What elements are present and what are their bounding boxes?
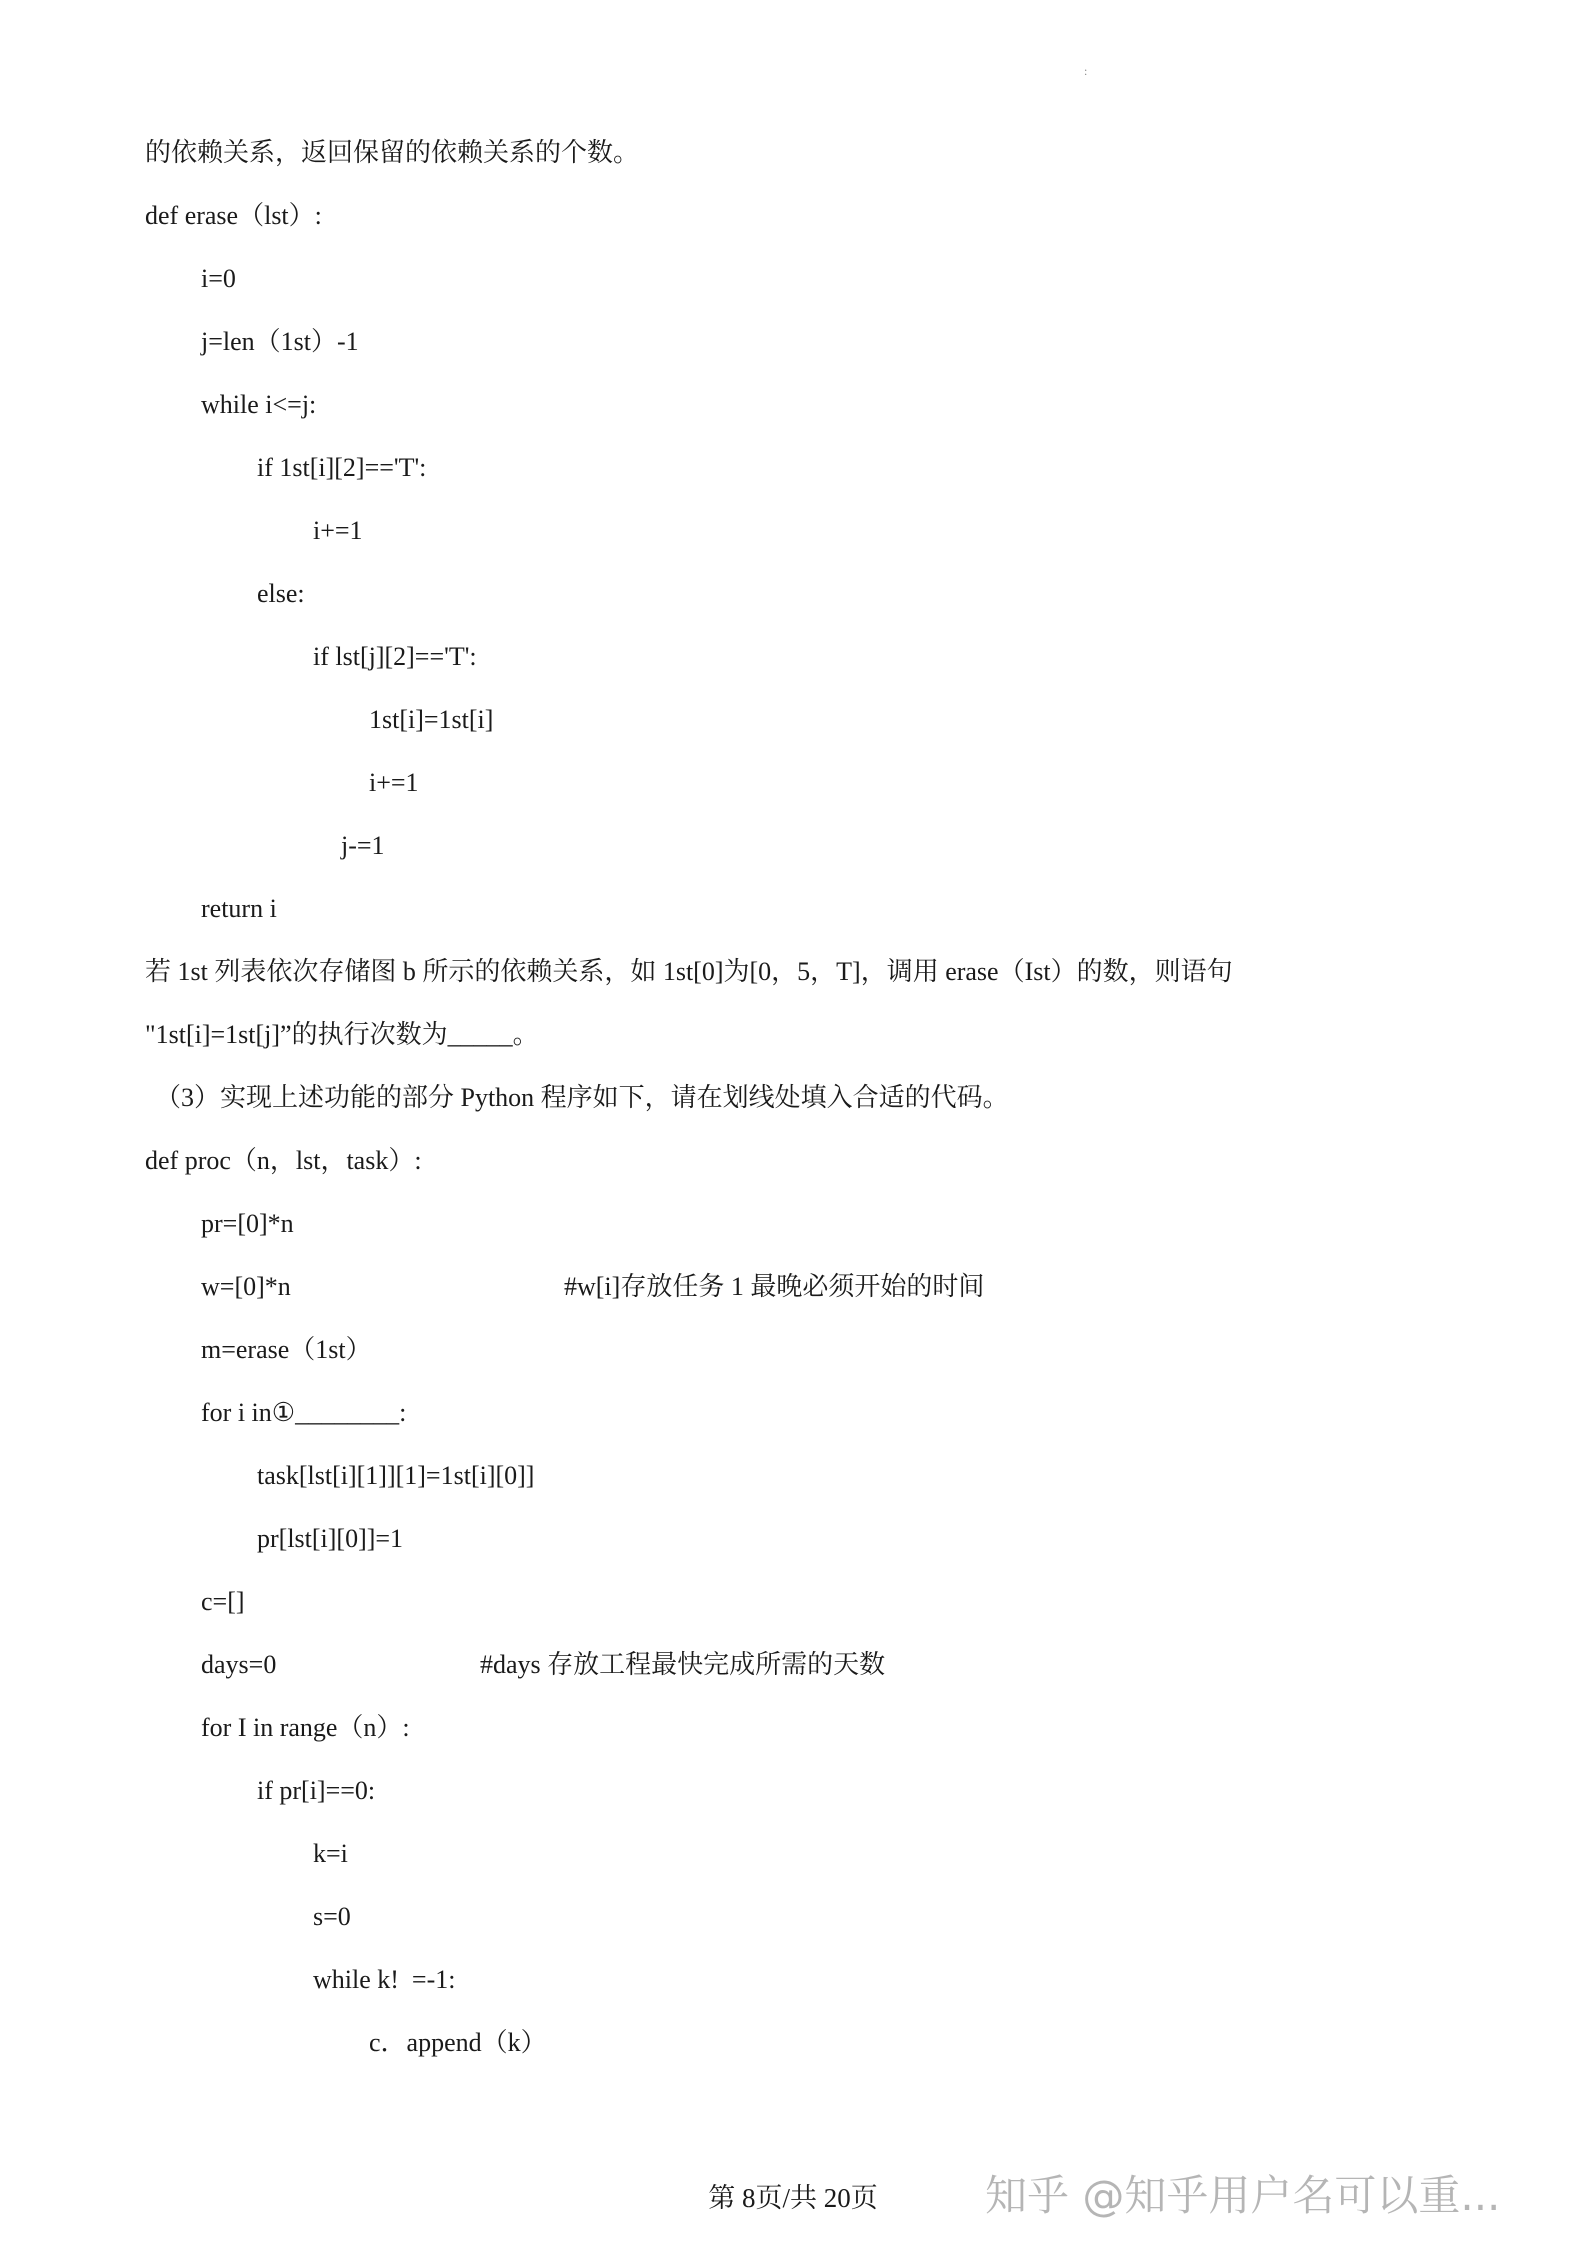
code-line: def proc（n，lst，task）: (145, 1146, 422, 1175)
code-line: k=i (313, 1839, 348, 1868)
question-text: （3）实现上述功能的部分 Python 程序如下，请在划线处填入合适的代码。 (155, 1083, 1009, 1112)
code-line: s=0 (313, 1902, 351, 1931)
code-line: if lst[j][2]=='T': (313, 642, 477, 671)
code-line: for i in①________: (201, 1398, 407, 1427)
text-line: "1st[i]=1st[j]”的执行次数为_____。 (145, 1020, 539, 1049)
code-line: return i (201, 894, 277, 923)
code-line: c=[] (201, 1587, 245, 1616)
code-line: while k! =-1: (313, 1965, 456, 1994)
page-footer: 第 8页/共 20页 (708, 2183, 878, 2213)
zhihu-watermark: 知乎 @知乎用户名可以重... (985, 2171, 1501, 2220)
code-line: pr=[0]*n (201, 1209, 294, 1238)
code-line: i+=1 (313, 516, 363, 545)
text-line: 的依赖关系，返回保留的依赖关系的个数。 (145, 138, 640, 167)
header-mark: : (1084, 64, 1088, 78)
code-line: days=0 (201, 1650, 277, 1679)
code-line: else: (257, 579, 305, 608)
code-line: while i<=j: (201, 390, 317, 419)
code-line: def erase（lst）: (145, 201, 322, 230)
code-line: task[lst[i][1]][1]=1st[i][0]] (257, 1461, 535, 1490)
code-line: w=[0]*n (201, 1272, 291, 1301)
text-line: 若 1st 列表依次存储图 b 所示的依赖关系，如 1st[0]为[0，5，T]，调用 erase（Ist）的数，则语句 (145, 957, 1233, 986)
code-line: j=len（1st）-1 (201, 327, 359, 356)
code-line: j-=1 (341, 831, 385, 860)
code-line: i+=1 (369, 768, 419, 797)
code-line: if pr[i]==0: (257, 1776, 376, 1805)
code-line: if 1st[i][2]=='T': (257, 453, 427, 482)
code-line: for I in range（n）: (201, 1713, 410, 1742)
code-line: m=erase（1st） (201, 1335, 372, 1364)
code-line: i=0 (201, 264, 236, 293)
code-comment: #days 存放工程最快完成所需的天数 (480, 1650, 886, 1679)
code-line: pr[lst[i][0]]=1 (257, 1524, 404, 1553)
code-line: c．append（k） (369, 2028, 547, 2057)
code-line: 1st[i]=1st[i] (369, 705, 494, 734)
code-comment: #w[i]存放任务 1 最晚必须开始的时间 (564, 1272, 985, 1301)
